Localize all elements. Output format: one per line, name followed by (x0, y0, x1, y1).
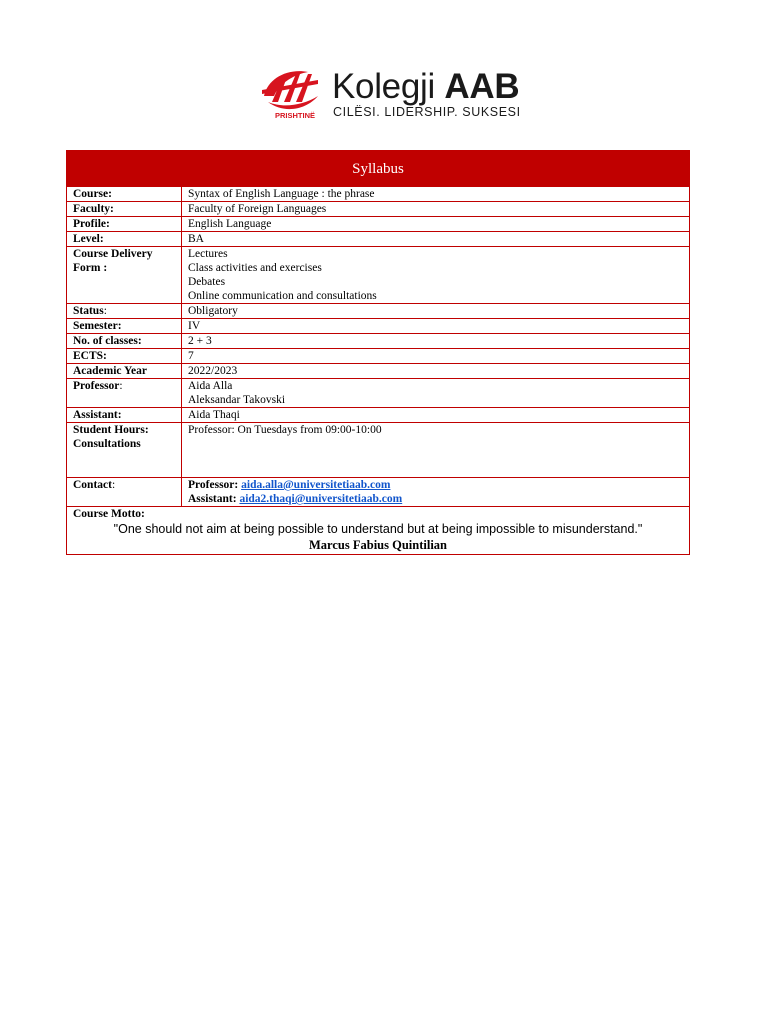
assistant-label: Assistant: (67, 408, 182, 423)
status-label-colon: : (103, 305, 107, 317)
professor-email-link[interactable]: aida.alla@universitetiaab.com (241, 479, 391, 491)
table-row (67, 187, 690, 202)
professor-name: Aida Alla (188, 380, 233, 392)
table-row (67, 423, 690, 478)
assistant-value: Aida Thaqi (182, 408, 690, 423)
semester-label: Semester: (67, 319, 182, 334)
faculty-value: Faculty of Foreign Languages (182, 202, 690, 217)
delivery-value (182, 247, 690, 304)
delivery-label (67, 247, 182, 304)
ects-label: ECTS: (67, 349, 182, 364)
course-label: Course: (67, 187, 182, 202)
contact-value (182, 478, 690, 507)
academic-year-value: 2022/2023 (182, 364, 690, 379)
aab-emblem-icon (258, 66, 324, 120)
course-value: Syntax of English Language : the phrase (182, 187, 690, 202)
academic-year-label: Academic Year (67, 364, 182, 379)
delivery-item: Debates (188, 276, 226, 288)
logo-tagline: CILËSI. LIDERSHIP. SUKSESI (333, 105, 521, 119)
motto-row (67, 507, 690, 555)
syllabus-table (66, 150, 690, 555)
motto-label: Course Motto: (73, 508, 145, 520)
professor-name: Aleksandar Takovski (188, 394, 286, 406)
professor-contact-prefix: Professor: (188, 479, 242, 491)
table-row (67, 232, 690, 247)
status-label-text: Status (73, 305, 104, 317)
assistant-contact (188, 492, 683, 506)
delivery-item: Class activities and exercises (188, 262, 322, 274)
motto-quote: "One should not aim at being possible to understand but at being impossible to misunderstand." (113, 522, 643, 536)
profile-label: Profile: (67, 217, 182, 232)
table-row (67, 202, 690, 217)
table-row (67, 247, 690, 304)
motto-cell (67, 507, 690, 555)
table-row (67, 379, 690, 408)
profile-value: English Language (182, 217, 690, 232)
syllabus-header-row (67, 151, 690, 187)
professor-label (67, 379, 182, 408)
status-label (67, 304, 182, 319)
logo-brand-light: Kolegji (332, 67, 435, 106)
delivery-label-line2: Form : (73, 262, 108, 274)
status-value: Obligatory (182, 304, 690, 319)
classes-value: 2 + 3 (182, 334, 690, 349)
faculty-label: Faculty: (67, 202, 182, 217)
semester-value: IV (182, 319, 690, 334)
ects-value: 7 (182, 349, 690, 364)
contact-label-colon: : (111, 479, 116, 491)
logo-brand-bold: AAB (444, 67, 520, 106)
table-row (67, 304, 690, 319)
contact-label-text: Contact (73, 479, 112, 491)
assistant-contact-prefix: Assistant: (188, 493, 240, 505)
delivery-item: Lectures (188, 248, 228, 260)
student-hours-label-line1: Student Hours: (73, 424, 149, 436)
student-hours-value: Professor: On Tuesdays from 09:00-10:00 (182, 423, 690, 478)
assistant-email-link[interactable]: aida2.thaqi@universitetiaab.com (239, 493, 403, 505)
table-row (67, 349, 690, 364)
delivery-label-line1: Course Delivery (73, 248, 153, 260)
classes-label: No. of classes: (67, 334, 182, 349)
college-logo (258, 66, 521, 122)
level-label: Level: (67, 232, 182, 247)
contact-label (67, 478, 182, 507)
logo-wordmark (332, 68, 519, 106)
table-row (67, 319, 690, 334)
level-value: BA (182, 232, 690, 247)
syllabus-title: Syllabus (67, 151, 690, 187)
student-hours-label-line2: Consultations (73, 438, 141, 450)
table-row (67, 364, 690, 379)
professor-label-text: Professor (73, 380, 120, 392)
table-row (67, 217, 690, 232)
logo-mark-text: PRISHTINË (274, 111, 316, 120)
professor-value (182, 379, 690, 408)
table-row (67, 334, 690, 349)
delivery-item: Online communication and consultations (188, 290, 377, 302)
table-row (67, 478, 690, 507)
student-hours-label (67, 423, 182, 478)
professor-label-colon: : (119, 380, 123, 392)
table-row (67, 408, 690, 423)
motto-author: Marcus Fabius Quintilian (309, 538, 447, 552)
professor-contact (188, 478, 683, 492)
